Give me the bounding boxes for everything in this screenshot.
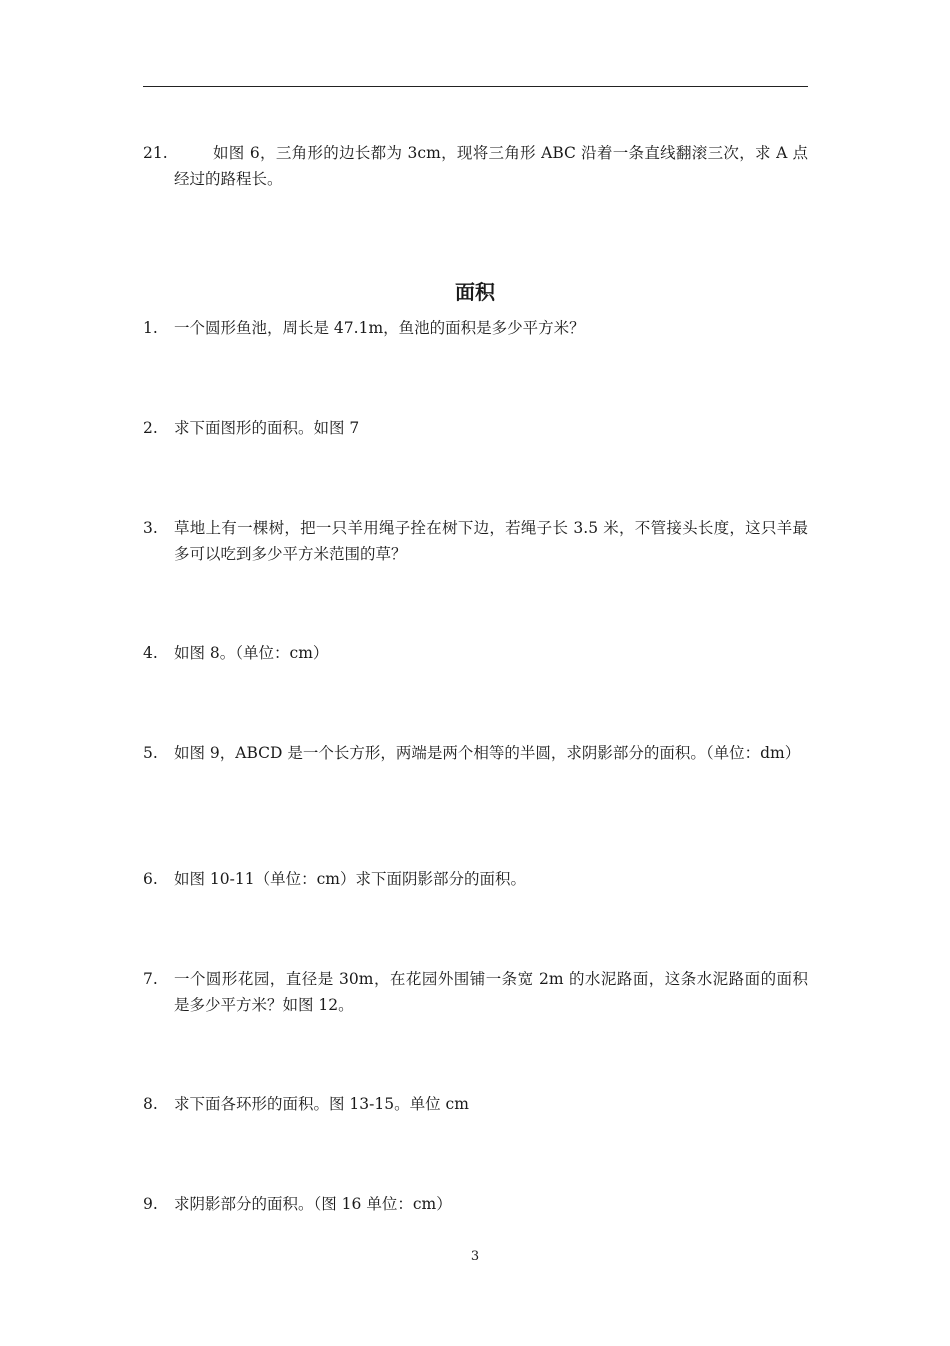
question-text: 一个圆形花园，直径是 30m，在花园外围铺一条宽 2m 的水泥路面，这条水泥路面的面积 是多少平方米？如图 12。 — [174, 970, 808, 1014]
question-9 — [143, 1191, 808, 1217]
question-text: 草地上有一棵树，把一只羊用绳子拴在树下边，若绳子长 3.5 米，不管接头长度，这只羊最多可以吃到多少平方米范围的草？ — [174, 519, 808, 563]
question-number: 9. — [143, 1195, 158, 1213]
question-6 — [143, 866, 808, 892]
question-number: 7. — [143, 970, 158, 988]
question-number: 3. — [143, 519, 158, 537]
question-7 — [143, 966, 808, 1018]
question-text: 求阴影部分的面积。（图 16 单位：cm） — [174, 1195, 452, 1213]
question-text: 如图 6，三角形的边长都为 3cm，现将三角形 ABC 沿着一条直线翻滚三次，求 A 点经过的路程长。 — [174, 144, 808, 188]
question-number: 5. — [143, 744, 158, 762]
question-text: 如图 10-11（单位：cm）求下面阴影部分的面积。 — [174, 870, 526, 888]
question-3 — [143, 515, 808, 567]
question-number: 21. — [143, 144, 168, 162]
question-number: 1. — [143, 319, 158, 337]
question-text: 如图 9，ABCD 是一个长方形，两端是两个相等的半圆，求阴影部分的面积。（单位：dm） — [174, 744, 801, 762]
section-title: 面积 — [455, 280, 495, 304]
question-number: 8. — [143, 1095, 158, 1113]
question-number: 4. — [143, 644, 158, 662]
question-number: 6. — [143, 870, 158, 888]
question-5 — [143, 740, 808, 766]
question-text: 求下面各环形的面积。图 13-15。单位 cm — [174, 1095, 469, 1113]
question-text: 求下面图形的面积。如图 7 — [174, 419, 360, 437]
question-21 — [143, 140, 808, 192]
page-number: 3 — [470, 1249, 480, 1264]
question-1 — [143, 315, 808, 341]
question-text: 一个圆形鱼池，周长是 47.1m，鱼池的面积是多少平方米？ — [174, 319, 585, 337]
question-4 — [143, 640, 808, 666]
question-2 — [143, 415, 808, 441]
header-rule — [143, 86, 808, 87]
question-number: 2. — [143, 419, 158, 437]
question-text: 如图 8。（单位：cm） — [174, 644, 329, 662]
question-8 — [143, 1091, 808, 1117]
